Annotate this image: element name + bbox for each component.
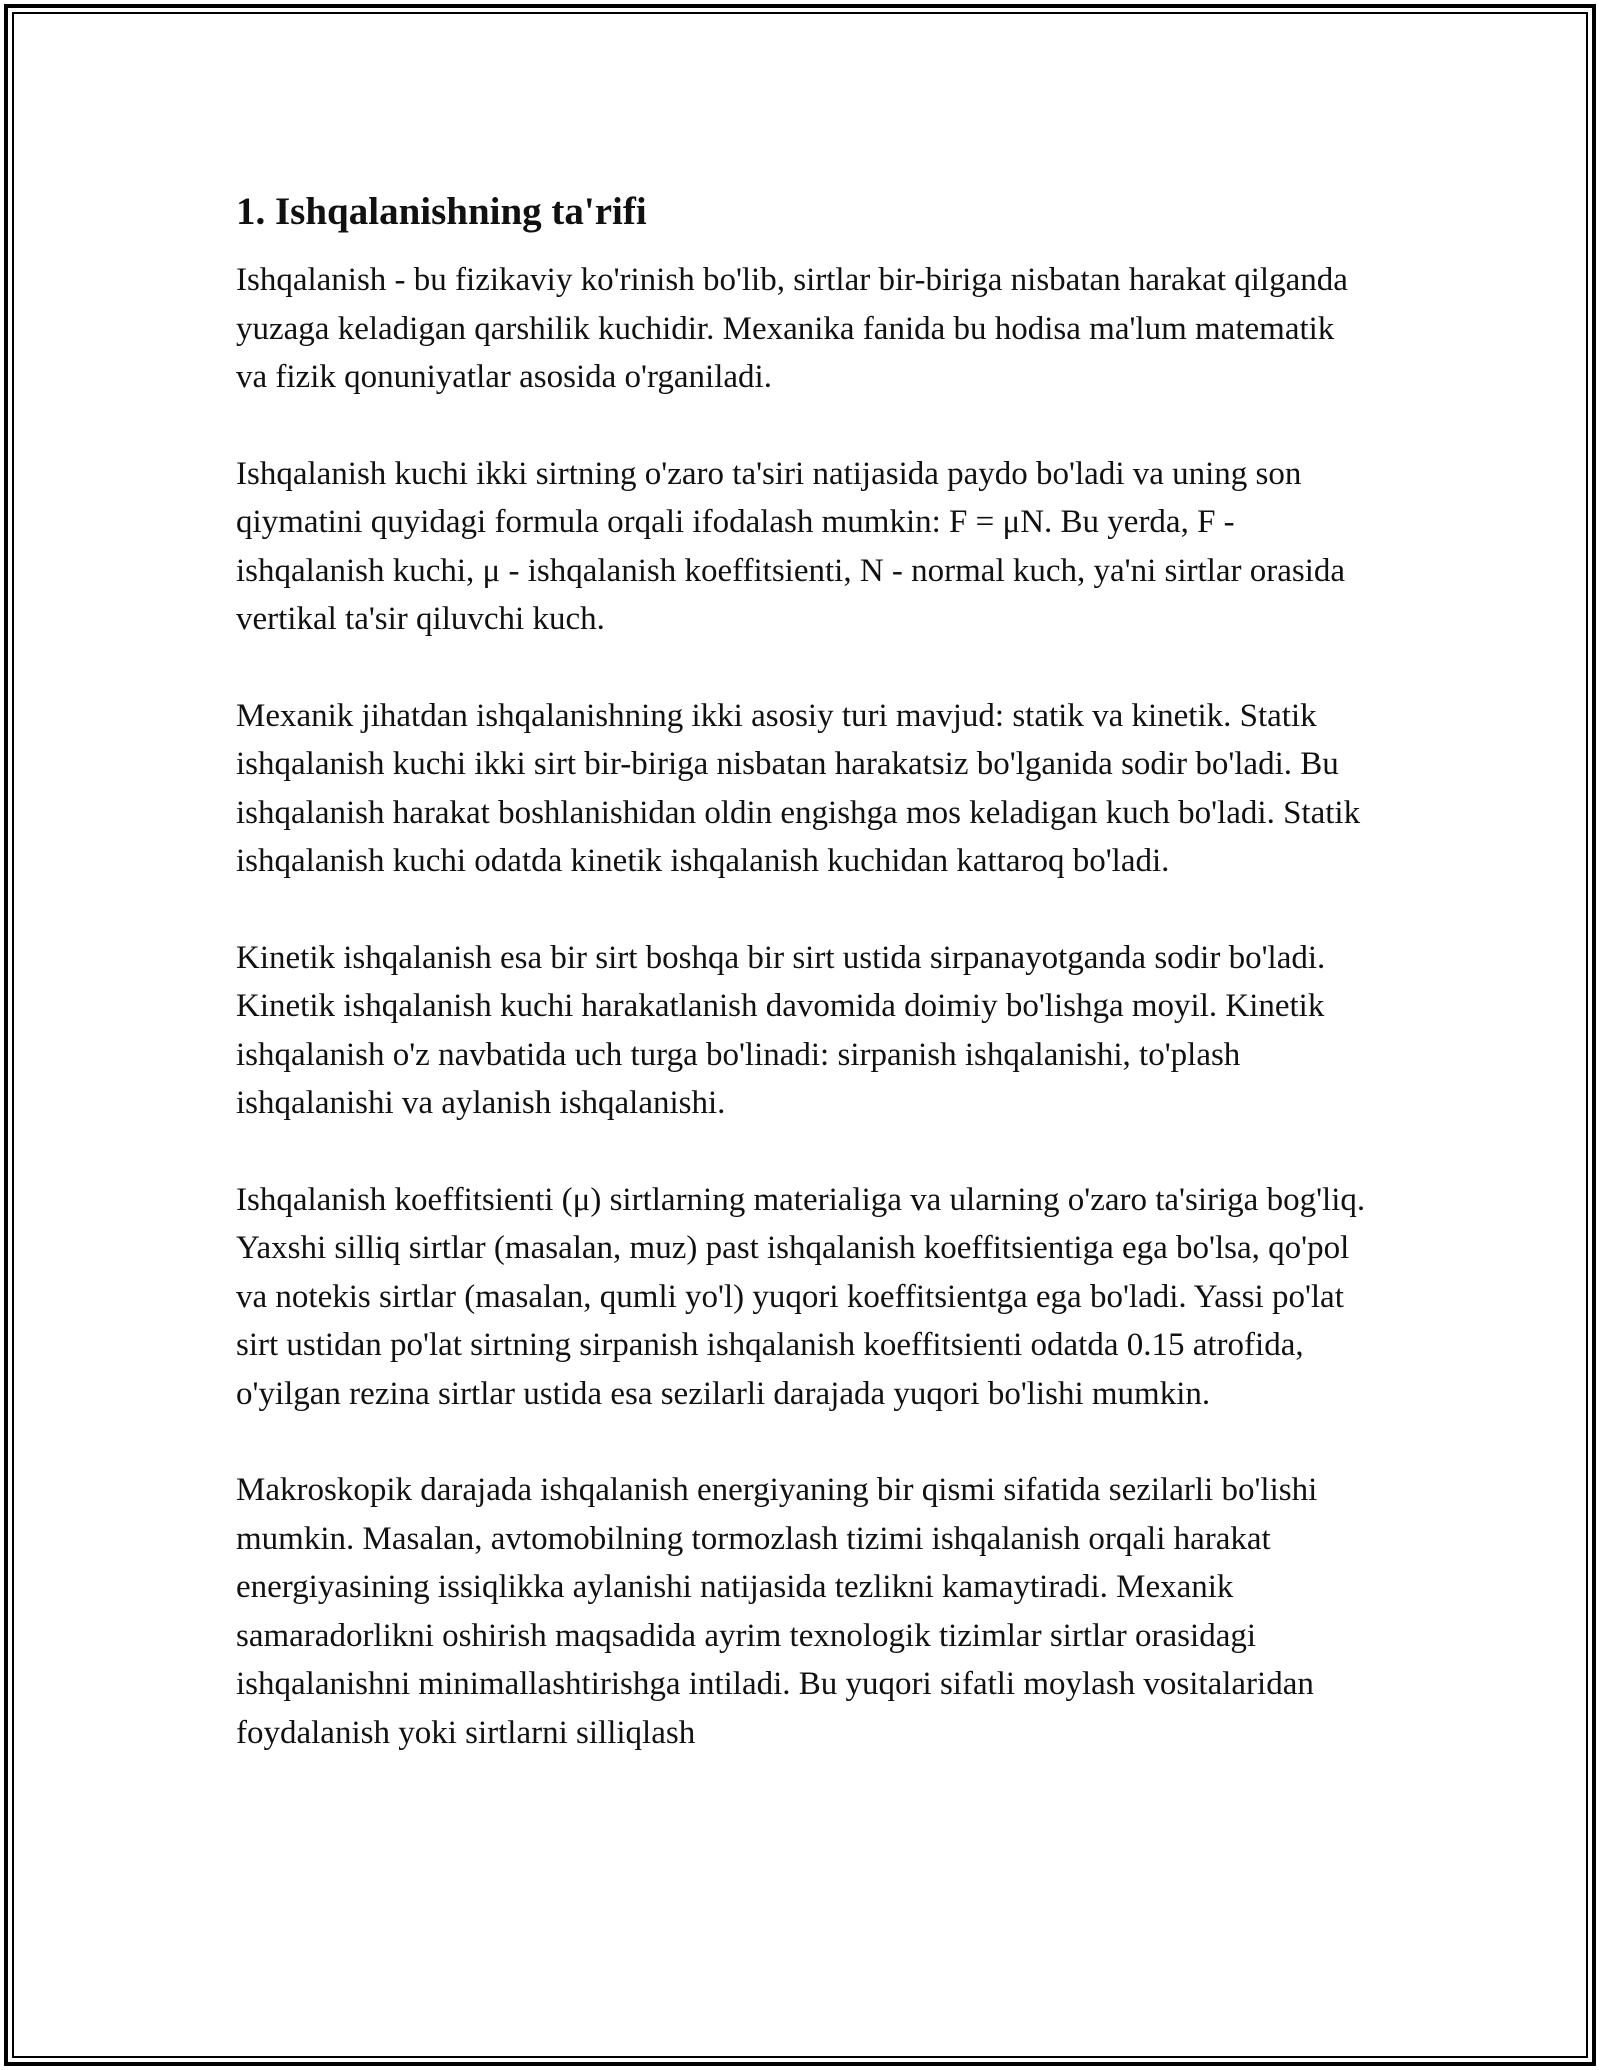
paragraph-kinetic-friction: Kinetik ishqalanish esa bir sirt boshqa bir sirt ustida sirpanayotganda sodir bo'ladi. Kinetik ishqalanish kuchi harakatlanish davomida doimiy bo'lishga moyil. Kinetik ishqalanish o'z navbatida uch turga bo'linadi: sirpanish ishqalanishi, to'plash ishqalanishi va aylanish ishqalanishi. bbox=[236, 939, 1326, 1121]
paragraph-macroscopic: Makroskopik darajada ishqalanish energiyaning bir qismi sifatida sezilarli bo'lishi mumkin. Masalan, avtomobilning tormozlash tizimi ishqalanish orqali harakat energiyasining issiqlikka aylanishi natijasida tezlikni kamaytiradi. Mexanik samaradorlikni oshirish maqsadida ayrim texnologik tizimlar sirtlar orasidagi ishqalanishni minimallashtirishga intiladi. Bu yuqori sifatli moylash vositalaridan foydalanish yoki sirtlarni silliqlash bbox=[236, 1472, 1318, 1751]
paragraph-definition: Ishqalanish - bu fizikaviy ko'rinish bo'lib, sirtlar bir-biriga nisbatan harakat qilganda yuzaga keladigan qarshilik kuchidir. Mexanika fanida bu hodisa ma'lum matematik va fizik qonuniyatlar asosida o'rganiladi. bbox=[236, 262, 1348, 395]
paragraph-static-friction: Mexanik jihatdan ishqalanishning ikki asosiy turi mavjud: statik va kinetik. Statik ishqalanish kuchi ikki sirt bir-biriga nisbatan harakatsiz bo'lganida sodir bo'ladi. Bu ishqalanish harakat boshlanishidan oldin engishga mos keladigan kuch bo'ladi. Statik ishqalanish kuchi odatda kinetik ishqalanish kuchidan kattaroq bo'ladi. bbox=[236, 697, 1361, 879]
document-body bbox=[236, 184, 1368, 1805]
section-heading: 1. Ishqalanishning ta'rifi bbox=[236, 190, 647, 233]
paragraph-formula: Ishqalanish kuchi ikki sirtning o'zaro ta'siri natijasida paydo bo'ladi va uning son qiymatini quyidagi formula orqali ifodalash mumkin: F = μN. Bu yerda, F - ishqalanish kuchi, μ - ishqalanish koeffitsienti, N - normal kuch, ya'ni sirtlar orasida vertikal ta'sir qiluvchi kuch. bbox=[236, 455, 1346, 637]
paragraph-coefficient: Ishqalanish koeffitsienti (μ) sirtlarning materialiga va ularning o'zaro ta'siriga bog'liq. Yaxshi silliq sirtlar (masalan, muz) past ishqalanish koeffitsientiga ega bo'lsa, qo'pol va notekis sirtlar (masalan, qumli yo'l) yuqori koeffitsientga ega bo'ladi. Yassi po'lat sirt ustidan po'lat sirtning sirpanish ishqalanish koeffitsienti odatda 0.15 atrofida, o'yilgan rezina sirtlar ustida esa sezilarli darajada yuqori bo'lishi mumkin. bbox=[236, 1181, 1366, 1412]
